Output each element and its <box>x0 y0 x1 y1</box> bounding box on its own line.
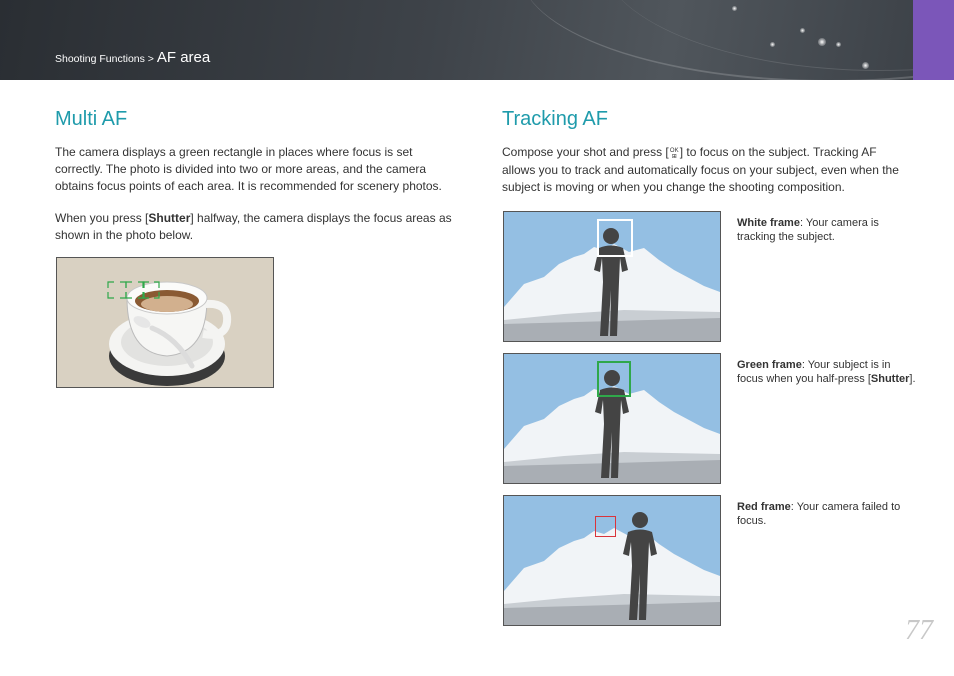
tracking-af-description: Compose your shot and press [OK ⊞ ] to focus on the subject. Tracking AF allows you to track and automatically focus on your subject, even when the subject is moving or when you change the shooting composition. <box>502 145 899 194</box>
breadcrumb <box>55 49 210 66</box>
multi-af-focus-frames <box>57 258 273 387</box>
ok-button-icon: OK ⊞ <box>669 148 679 160</box>
chapter-tab <box>913 0 954 80</box>
tracking-photo-red-frame <box>503 495 721 626</box>
tracking-photo-white-frame <box>503 211 721 342</box>
multi-af-description: The camera displays a green rectangle in places where focus is set correctly. The photo is divided into two or more areas, and the camera obtains focus points of each area. It is recommended for scenery photos. <box>55 145 442 193</box>
sparkle-icon <box>732 6 737 11</box>
coffee-photo <box>56 257 274 388</box>
sparkle-icon <box>836 42 841 47</box>
breadcrumb-parent[interactable]: Shooting Functions > <box>55 53 154 65</box>
shutter-label: Shutter <box>148 211 191 225</box>
sparkle-icon <box>862 62 869 69</box>
breadcrumb-current: AF area <box>156 49 211 66</box>
sparkle-icon <box>818 38 826 46</box>
sparkle-icon <box>770 42 775 47</box>
caption-red-frame: Red frame: Your camera failed to focus. <box>737 501 901 527</box>
green-focus-frame <box>597 361 631 397</box>
white-focus-frame <box>597 219 633 257</box>
multi-af-title: Multi AF <box>55 108 128 130</box>
caption-green-frame: Green frame: Your subject is in focus when you half-press [Shutter]. <box>737 359 916 385</box>
header-banner <box>0 0 954 80</box>
page-number: 77 <box>905 615 933 646</box>
caption-white-frame: White frame: Your camera is tracking the subject. <box>737 217 879 243</box>
tracking-photo-green-frame <box>503 353 721 484</box>
red-focus-frame <box>595 516 616 537</box>
tracking-af-title: Tracking AF <box>502 108 608 130</box>
multi-af-instruction: When you press [Shutter] halfway, the camera displays the focus areas as shown in the photo below. <box>55 211 452 242</box>
sparkle-icon <box>800 28 805 33</box>
